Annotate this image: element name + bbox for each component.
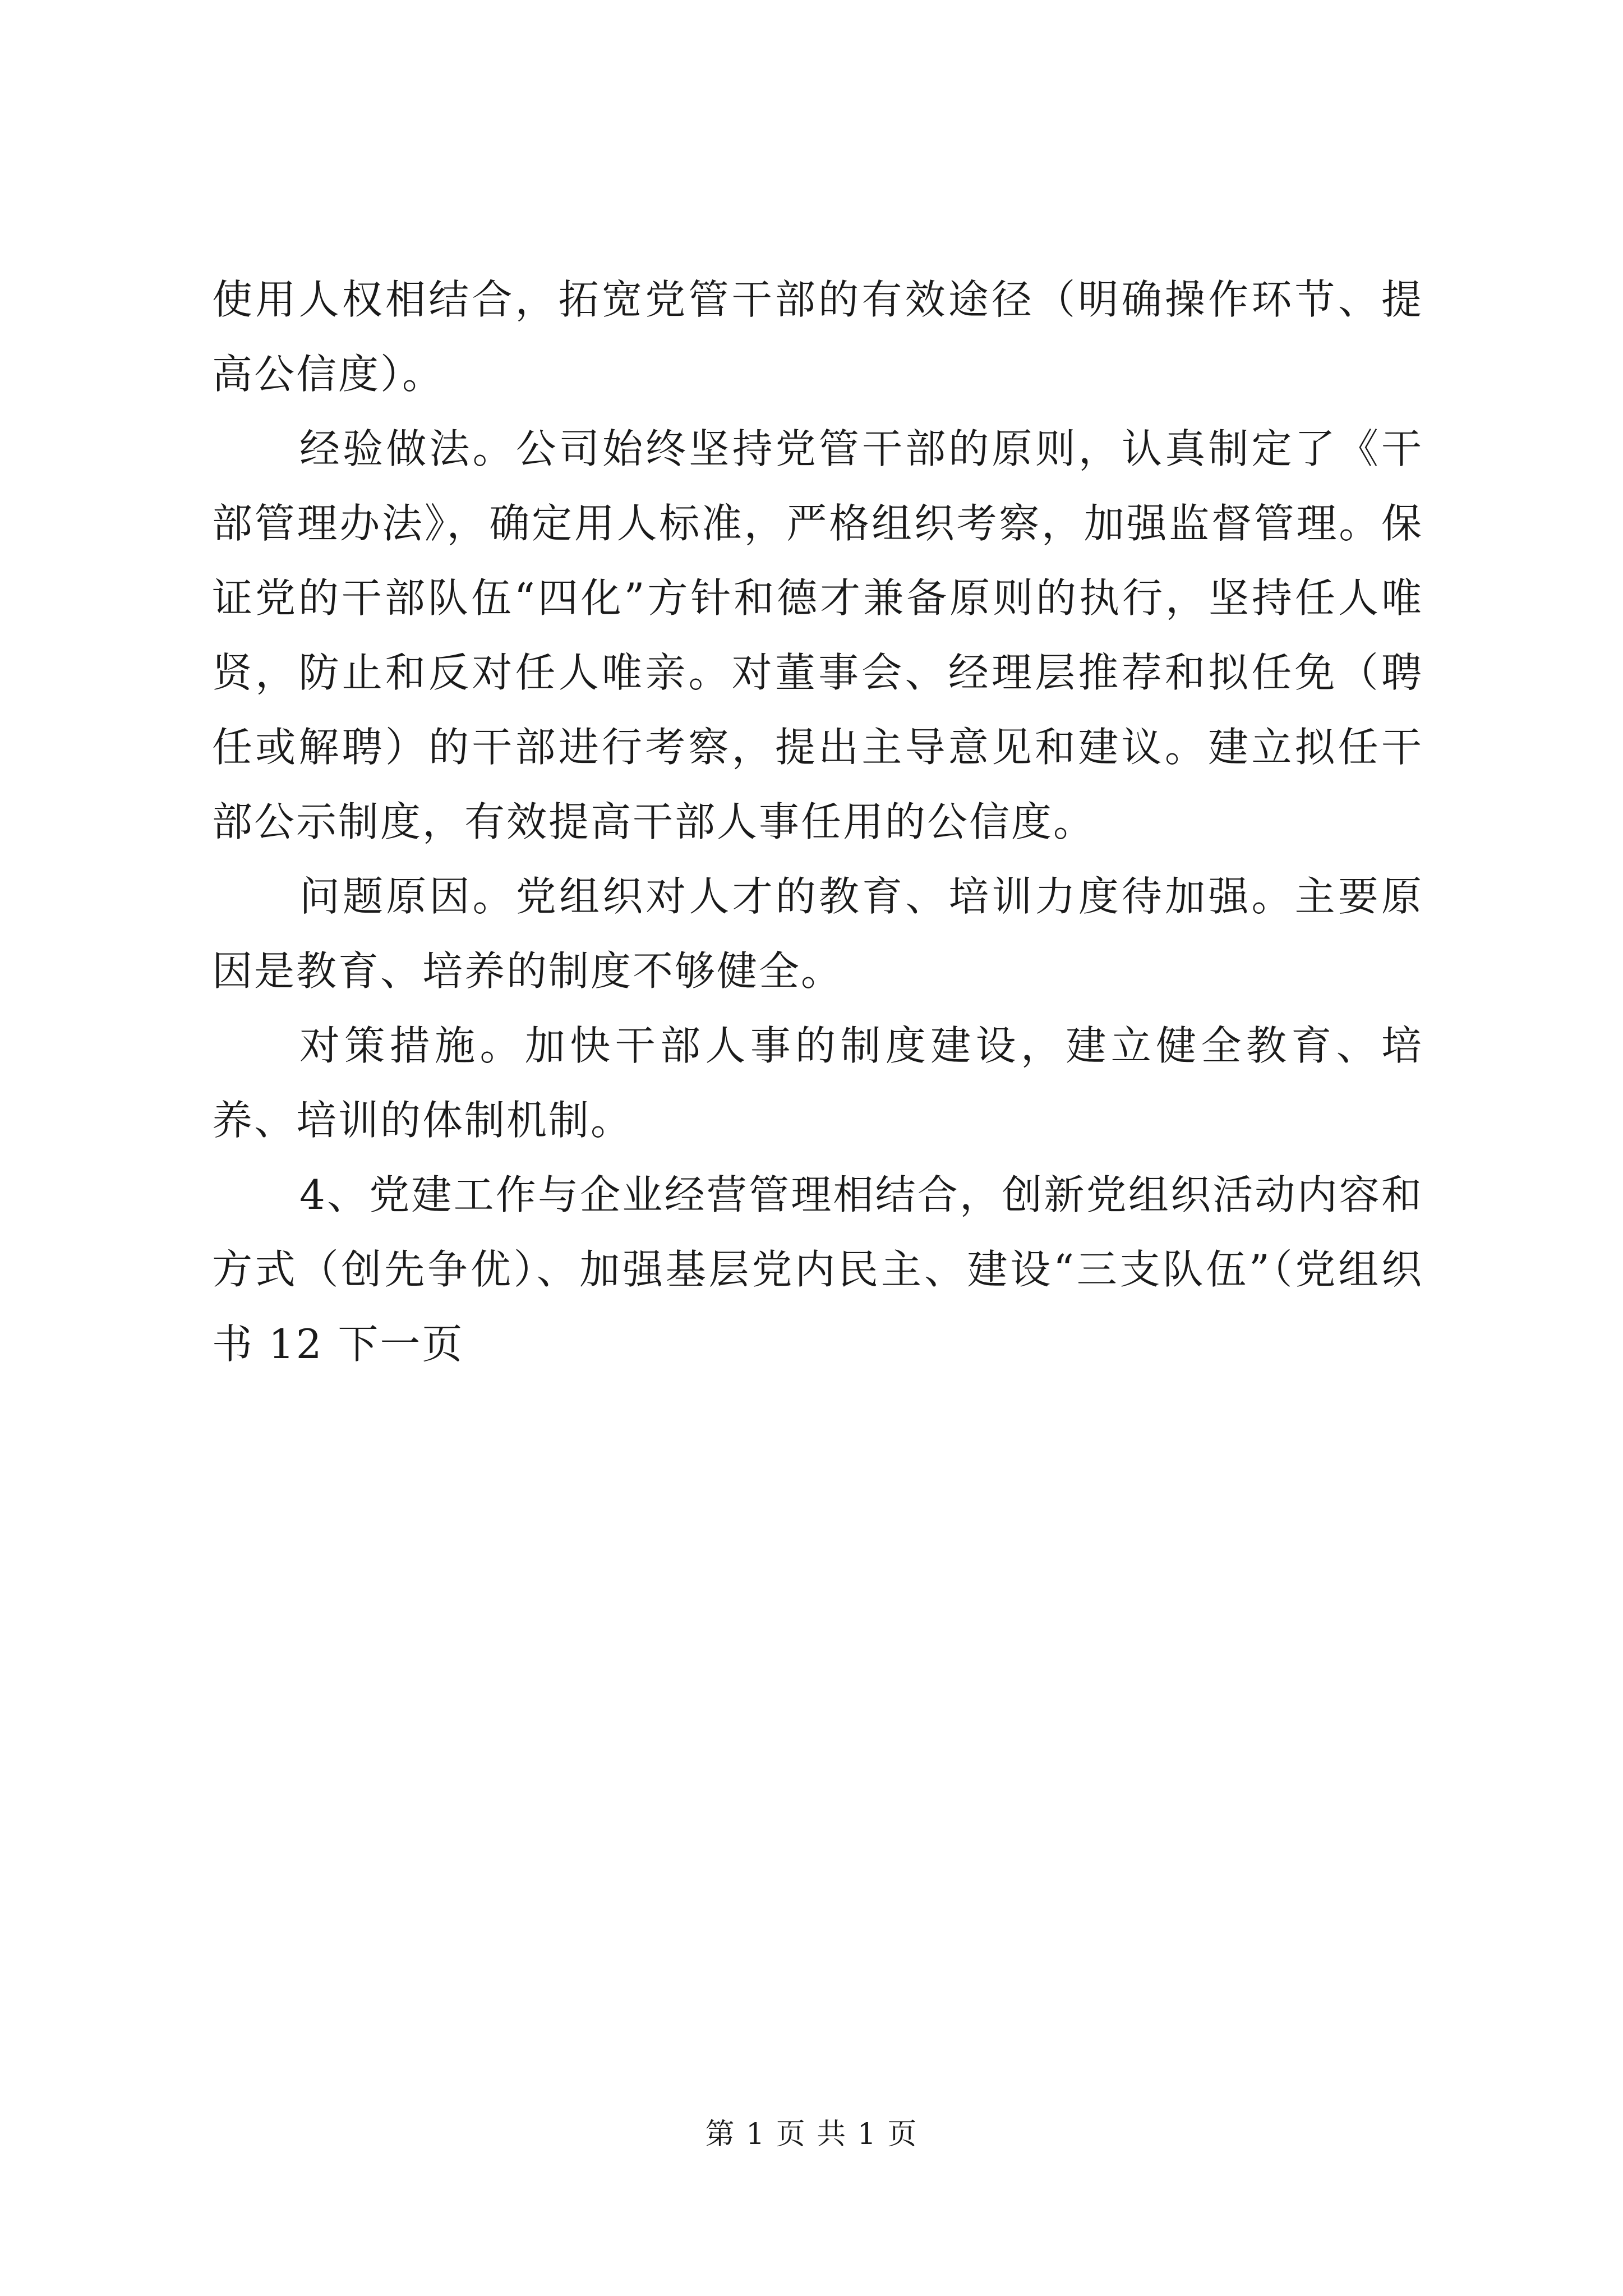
paragraph-measures: 对策措施。加快干部人事的制度建设，建立健全教育、培养、培训的体制机制。 (212, 1022, 1423, 1144)
paragraph-problem: 问题原因。党组织对人才的教育、培训力度待加强。主要原因是教育、培养的制度不够健全。 (212, 873, 1423, 995)
page-footer: 第 1 页 共 1 页 (705, 2118, 918, 2151)
paragraph-1: 使用人权相结合，拓宽党管干部的有效途径（明确操作环节、提高公信度）。 (212, 276, 1423, 398)
paragraph-experience: 经验做法。公司始终坚持党管干部的原则，认真制定了《干部管理办法》，确定用人标准，严格组织考察，加强监督管理。保证党的干部队伍“四化”方针和德才兼备原则的执行，坚持任人唯贤，防止和反对任人唯亲。对董事会、经理层推荐和拟任免（聘任或解聘）的干部进行考察，提出主导意见和建议。建立拟任干部公示制度，有效提高干部人事任用的公信度。 (212, 425, 1423, 845)
document-body (212, 263, 1423, 1382)
paragraph-item-4: 4、党建工作与企业经营管理相结合，创新党组织活动内容和方式（创先争优）、加强基层党内民主、建设“三支队伍”（党组织书 12 下一页 (212, 1171, 1423, 1368)
